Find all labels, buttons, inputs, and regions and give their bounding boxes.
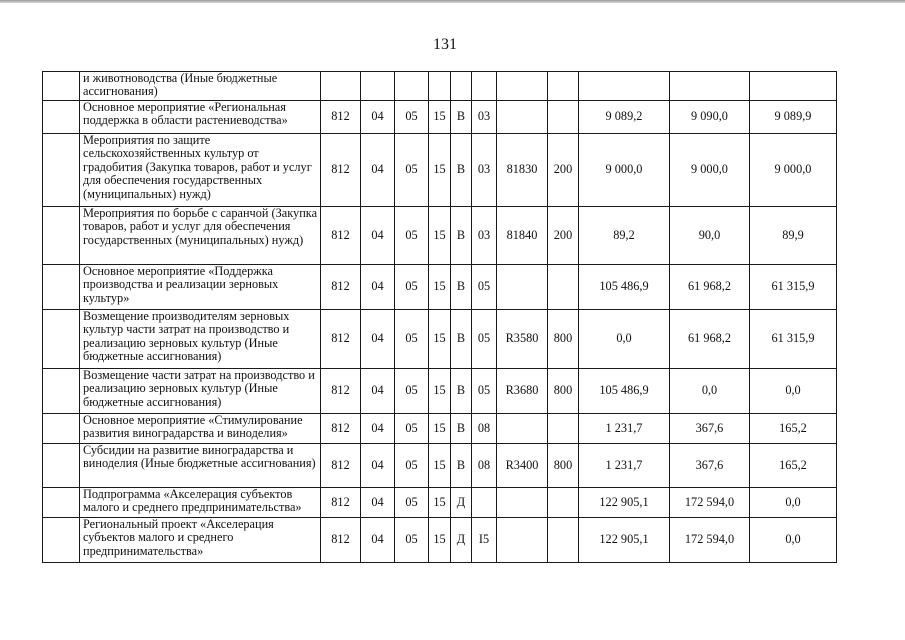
row-name: Основное мероприятие «Поддержка производства и реализации зерновых культур» [80, 265, 321, 310]
table-row [43, 369, 837, 414]
program-code: 15 [429, 444, 451, 488]
row-name: Мероприятия по защите сельскохозяйственных культур от градобития (Закупка товаров, работ и услуг для обеспечения государственных (муниципальных) нужд) [80, 134, 321, 207]
amount-year-1: 122 905,1 [579, 518, 670, 563]
section-code: 04 [361, 488, 395, 518]
amount-year-2: 367,6 [670, 414, 750, 444]
row-name: Субсидии на развитие виноградарства и виноделия (Иные бюджетные ассигнования) [80, 444, 321, 488]
direction-code [497, 518, 548, 563]
event-code: 03 [472, 207, 497, 265]
amount-year-2: 90,0 [670, 207, 750, 265]
empty-cell [43, 488, 80, 518]
amount-year-1: 122 905,1 [579, 488, 670, 518]
event-code: I5 [472, 518, 497, 563]
section-code [361, 72, 395, 101]
direction-code: 81830 [497, 134, 548, 207]
section-code: 04 [361, 369, 395, 414]
amount-year-3: 61 315,9 [750, 265, 837, 310]
section-code: 04 [361, 207, 395, 265]
subprogram-code: В [451, 134, 472, 207]
empty-cell [43, 518, 80, 563]
section-code: 04 [361, 134, 395, 207]
amount-year-1: 89,2 [579, 207, 670, 265]
event-code: 08 [472, 414, 497, 444]
scan-top-edge [0, 0, 905, 3]
row-name: Основное мероприятие «Стимулирование развития виноградарства и виноделия» [80, 414, 321, 444]
amount-year-1: 0,0 [579, 310, 670, 369]
program-code: 15 [429, 518, 451, 563]
empty-cell [43, 134, 80, 207]
table-row [43, 310, 837, 369]
program-code: 15 [429, 207, 451, 265]
table-row [43, 134, 837, 207]
subsection-code [395, 72, 429, 101]
expense-type-code [548, 488, 579, 518]
amount-year-3 [750, 72, 837, 101]
table-row [43, 444, 837, 488]
amount-year-2: 367,6 [670, 444, 750, 488]
section-code: 04 [361, 414, 395, 444]
amount-year-3: 0,0 [750, 488, 837, 518]
expense-type-code: 800 [548, 310, 579, 369]
admin-code: 812 [321, 101, 361, 134]
subsection-code: 05 [395, 444, 429, 488]
expense-type-code [548, 518, 579, 563]
amount-year-2: 61 968,2 [670, 265, 750, 310]
empty-cell [43, 101, 80, 134]
subprogram-code: В [451, 444, 472, 488]
direction-code [497, 488, 548, 518]
amount-year-2: 0,0 [670, 369, 750, 414]
admin-code: 812 [321, 444, 361, 488]
expense-type-code: 200 [548, 134, 579, 207]
amount-year-3: 61 315,9 [750, 310, 837, 369]
row-name: и животноводства (Иные бюджетные ассигнования) [80, 72, 321, 101]
amount-year-3: 0,0 [750, 518, 837, 563]
program-code [429, 72, 451, 101]
event-code: 03 [472, 134, 497, 207]
event-code: 05 [472, 265, 497, 310]
subsection-code: 05 [395, 488, 429, 518]
amount-year-3: 165,2 [750, 414, 837, 444]
subsection-code: 05 [395, 414, 429, 444]
subsection-code: 05 [395, 207, 429, 265]
empty-cell [43, 444, 80, 488]
amount-year-3: 9 000,0 [750, 134, 837, 207]
admin-code [321, 72, 361, 101]
amount-year-1: 1 231,7 [579, 414, 670, 444]
table-row [43, 101, 837, 134]
subprogram-code [451, 72, 472, 101]
row-name: Мероприятия по борьбе с саранчой (Закупка товаров, работ и услуг для обеспечения государственных (муниципальных) нужд) [80, 207, 321, 265]
admin-code: 812 [321, 265, 361, 310]
empty-cell [43, 72, 80, 101]
event-code: 08 [472, 444, 497, 488]
expense-type-code: 800 [548, 444, 579, 488]
admin-code: 812 [321, 134, 361, 207]
table-row [43, 414, 837, 444]
table-row [43, 265, 837, 310]
row-name: Региональный проект «Акселерация субъектов малого и среднего предпринимательства» [80, 518, 321, 563]
direction-code: R3580 [497, 310, 548, 369]
subprogram-code: В [451, 207, 472, 265]
subsection-code: 05 [395, 134, 429, 207]
direction-code: 81840 [497, 207, 548, 265]
subprogram-code: В [451, 101, 472, 134]
admin-code: 812 [321, 414, 361, 444]
amount-year-2: 9 090,0 [670, 101, 750, 134]
direction-code [497, 265, 548, 310]
amount-year-3: 89,9 [750, 207, 837, 265]
empty-cell [43, 310, 80, 369]
section-code: 04 [361, 518, 395, 563]
subprogram-code: В [451, 414, 472, 444]
event-code [472, 72, 497, 101]
subprogram-code: В [451, 369, 472, 414]
expense-type-code: 200 [548, 207, 579, 265]
empty-cell [43, 369, 80, 414]
program-code: 15 [429, 101, 451, 134]
amount-year-2 [670, 72, 750, 101]
admin-code: 812 [321, 310, 361, 369]
direction-code [497, 414, 548, 444]
program-code: 15 [429, 414, 451, 444]
subsection-code: 05 [395, 310, 429, 369]
expense-type-code [548, 72, 579, 101]
subprogram-code: Д [451, 488, 472, 518]
subprogram-code: В [451, 310, 472, 369]
direction-code [497, 101, 548, 134]
row-name: Возмещение части затрат на производство и реализацию зерновых культур (Иные бюджетные ассигнования) [80, 369, 321, 414]
table-row [43, 72, 837, 101]
direction-code [497, 72, 548, 101]
direction-code: R3400 [497, 444, 548, 488]
expense-type-code [548, 414, 579, 444]
empty-cell [43, 207, 80, 265]
section-code: 04 [361, 444, 395, 488]
amount-year-1: 105 486,9 [579, 369, 670, 414]
amount-year-1: 9 000,0 [579, 134, 670, 207]
event-code: 05 [472, 369, 497, 414]
expense-type-code [548, 101, 579, 134]
subsection-code: 05 [395, 265, 429, 310]
admin-code: 812 [321, 488, 361, 518]
amount-year-1: 105 486,9 [579, 265, 670, 310]
program-code: 15 [429, 265, 451, 310]
section-code: 04 [361, 310, 395, 369]
expense-type-code: 800 [548, 369, 579, 414]
empty-cell [43, 414, 80, 444]
row-name: Подпрограмма «Акселерация субъектов малого и среднего предпринимательства» [80, 488, 321, 518]
subsection-code: 05 [395, 101, 429, 134]
program-code: 15 [429, 310, 451, 369]
section-code: 04 [361, 265, 395, 310]
event-code: 03 [472, 101, 497, 134]
amount-year-2: 9 000,0 [670, 134, 750, 207]
amount-year-1: 9 089,2 [579, 101, 670, 134]
row-name: Возмещение производителям зерновых культур части затрат на производство и реализацию зерновых культур (Иные бюджетные ассигнования) [80, 310, 321, 369]
admin-code: 812 [321, 369, 361, 414]
table-row [43, 207, 837, 265]
empty-cell [43, 265, 80, 310]
direction-code: R3680 [497, 369, 548, 414]
subsection-code: 05 [395, 369, 429, 414]
program-code: 15 [429, 488, 451, 518]
expense-type-code [548, 265, 579, 310]
event-code: 05 [472, 310, 497, 369]
table-row [43, 518, 837, 563]
amount-year-1 [579, 72, 670, 101]
program-code: 15 [429, 369, 451, 414]
amount-year-3: 0,0 [750, 369, 837, 414]
amount-year-2: 172 594,0 [670, 488, 750, 518]
admin-code: 812 [321, 518, 361, 563]
amount-year-1: 1 231,7 [579, 444, 670, 488]
row-name: Основное мероприятие «Региональная поддержка в области растениеводства» [80, 101, 321, 134]
admin-code: 812 [321, 207, 361, 265]
amount-year-3: 165,2 [750, 444, 837, 488]
amount-year-2: 61 968,2 [670, 310, 750, 369]
amount-year-2: 172 594,0 [670, 518, 750, 563]
program-code: 15 [429, 134, 451, 207]
page-number: 131 [433, 36, 457, 53]
subsection-code: 05 [395, 518, 429, 563]
amount-year-3: 9 089,9 [750, 101, 837, 134]
budget-table [42, 71, 837, 563]
subprogram-code: Д [451, 518, 472, 563]
subprogram-code: В [451, 265, 472, 310]
table-row [43, 488, 837, 518]
section-code: 04 [361, 101, 395, 134]
event-code [472, 488, 497, 518]
